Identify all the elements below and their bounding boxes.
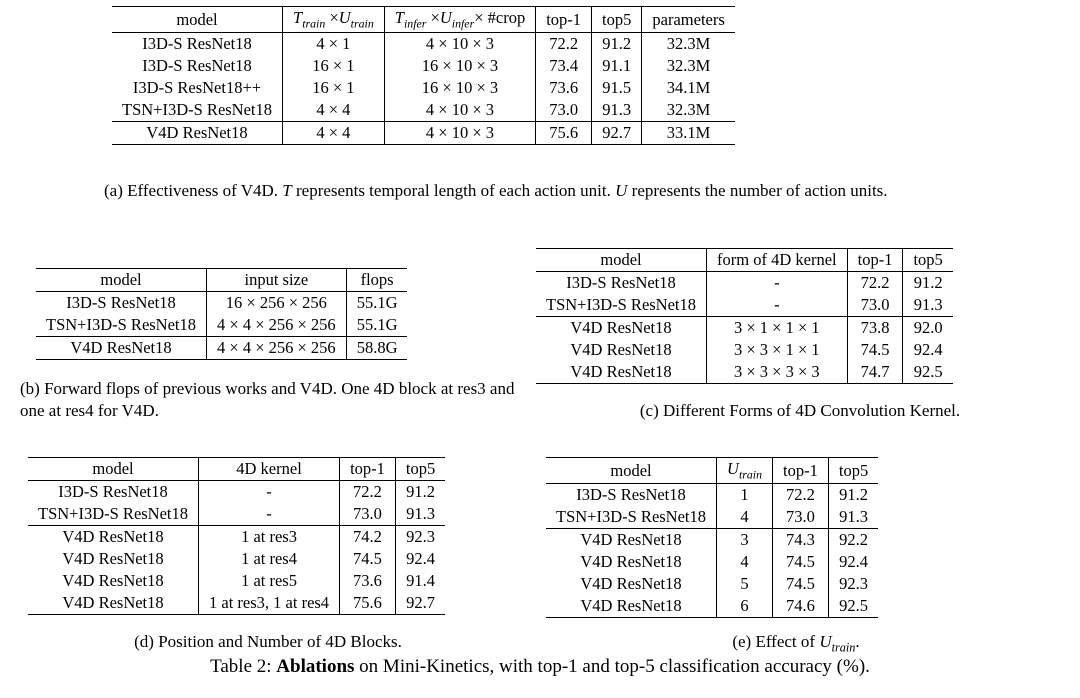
cell-infer: 4 × 10 × 3	[384, 33, 535, 56]
cell-top1: 73.0	[847, 294, 903, 317]
cell-input-size: 4 × 4 × 256 × 256	[207, 337, 347, 360]
cell-model: TSN+I3D-S ResNet18	[36, 314, 207, 337]
table-row	[546, 573, 878, 595]
table-b-container	[36, 268, 407, 360]
cell-model: I3D-S ResNet18	[142, 34, 252, 54]
cell-model: TSN+I3D-S ResNet18	[546, 506, 717, 529]
cell-model: I3D-S ResNet18	[58, 482, 168, 501]
column-header: model	[546, 458, 717, 484]
cell-utrain: 5	[717, 573, 773, 595]
cell-top5: 91.2	[592, 33, 642, 56]
cell-infer: 16 × 10 × 3	[384, 55, 535, 77]
cell-kernel: 3 × 3 × 1 × 1	[707, 339, 848, 361]
cell-top1: 74.5	[773, 551, 829, 573]
caption-b: (b) Forward flops of previous works and V4D. One 4D block at res3 and one at res4 for V4D.	[20, 379, 515, 420]
table-row	[536, 249, 953, 272]
cell-model: V4D ResNet18	[112, 122, 283, 145]
table-row	[112, 122, 735, 145]
column-header: top-1	[340, 458, 396, 481]
cell-top1: 73.6	[536, 77, 592, 99]
column-header: model	[36, 269, 207, 292]
table-e-container	[546, 457, 878, 618]
cell-model: V4D ResNet18	[36, 337, 207, 360]
cell-model: V4D ResNet18	[580, 552, 682, 572]
column-header: $T_{infer} \times U_{infer}\times$ #crop	[384, 7, 535, 33]
table-row	[36, 337, 407, 360]
table-row	[112, 99, 735, 122]
column-header: input size	[207, 269, 347, 292]
cell-top1: 74.5	[773, 573, 829, 595]
cell-train: 16 × 1	[283, 55, 385, 77]
cell-top5: 92.3	[395, 526, 445, 549]
cell-model: TSN+I3D-S ResNet18	[28, 503, 199, 526]
cell-model: V4D ResNet18	[570, 318, 672, 337]
table-row	[28, 592, 445, 615]
cell-kernel: -	[199, 503, 340, 526]
cell-model: V4D ResNet18	[546, 595, 717, 618]
cell-model: TSN+I3D-S ResNet18	[112, 99, 283, 122]
caption-rest: on Mini-Kinetics, with top-1 and top-5 classification accuracy (%).	[359, 656, 870, 677]
cell-utrain: 4	[717, 506, 773, 529]
column-header: top-1	[847, 249, 903, 272]
column-header: top-1	[773, 458, 829, 484]
cell-utrain: 4	[717, 551, 773, 573]
cell-model: V4D ResNet18	[536, 361, 707, 384]
cell-model: V4D ResNet18	[580, 574, 682, 594]
cell-top5: 91.3	[828, 506, 878, 529]
cell-top5: 92.4	[395, 548, 445, 570]
cell-top1: 72.2	[340, 481, 396, 504]
table-row	[536, 339, 953, 361]
cell-top1: 74.7	[847, 361, 903, 384]
cell-model: V4D ResNet18	[62, 571, 164, 590]
column-header: parameters	[642, 7, 735, 33]
cell-model: I3D-S ResNet18	[66, 293, 176, 312]
cell-model: I3D-S ResNet18	[142, 56, 252, 76]
cell-train: 4 × 4	[283, 122, 385, 145]
table-row	[28, 481, 445, 504]
table-row	[36, 269, 407, 292]
cell-top5: 92.2	[828, 529, 878, 552]
table-main-caption	[40, 655, 1040, 679]
table-row	[28, 548, 445, 570]
cell-top5: 91.2	[395, 481, 445, 504]
table-row	[112, 7, 735, 33]
cell-top1: 75.6	[340, 592, 396, 615]
table-b	[36, 268, 407, 360]
table-number: Table 2:	[210, 656, 272, 677]
table-row	[112, 33, 735, 56]
table-row	[546, 484, 878, 507]
table-row	[546, 529, 878, 552]
table-row	[28, 526, 445, 549]
cell-kernel: 3 × 3 × 3 × 3	[707, 361, 848, 384]
cell-top5: 91.1	[592, 55, 642, 77]
column-header: model	[112, 7, 283, 33]
cell-top1: 74.5	[340, 548, 396, 570]
caption-emphasis: Ablations	[276, 656, 355, 677]
cell-top5: 92.7	[395, 592, 445, 615]
cell-kernel: -	[707, 294, 848, 317]
table-row	[536, 272, 953, 295]
cell-top1: 74.6	[773, 595, 829, 618]
cell-top1: 73.0	[536, 99, 592, 122]
cell-input-size: 16 × 256 × 256	[207, 292, 347, 315]
cell-top5: 92.4	[828, 551, 878, 573]
cell-top1: 74.5	[847, 339, 903, 361]
cell-model: I3D-S ResNet18	[576, 485, 686, 505]
column-header: model	[28, 458, 199, 481]
cell-kernel: 1 at res3	[199, 526, 340, 549]
cell-top1: 74.2	[340, 526, 396, 549]
cell-top1: 73.0	[340, 503, 396, 526]
cell-model: I3D-S ResNet18++	[132, 78, 262, 98]
cell-train: 4 × 1	[283, 33, 385, 56]
cell-flops: 55.1G	[346, 292, 407, 315]
cell-utrain: 6	[717, 595, 773, 618]
cell-infer: 4 × 10 × 3	[384, 99, 535, 122]
cell-top1: 72.2	[773, 484, 829, 507]
table-row	[546, 506, 878, 529]
column-header: top5	[828, 458, 878, 484]
cell-model: V4D ResNet18	[28, 592, 199, 615]
table-row	[546, 595, 878, 618]
table-row	[536, 294, 953, 317]
table-d-container	[28, 457, 445, 615]
cell-kernel: 1 at res3, 1 at res4	[199, 592, 340, 615]
cell-top1: 73.8	[847, 317, 903, 340]
cell-kernel: 1 at res5	[199, 570, 340, 592]
cell-model: V4D ResNet18	[570, 340, 672, 359]
cell-top5: 91.2	[828, 484, 878, 507]
cell-top5: 92.7	[592, 122, 642, 145]
cell-model: I3D-S ResNet18	[566, 273, 676, 292]
cell-top5: 92.3	[828, 573, 878, 595]
table-d	[28, 457, 445, 615]
table-row	[536, 361, 953, 384]
table-c	[536, 248, 953, 384]
column-header: flops	[346, 269, 407, 292]
table-row	[546, 551, 878, 573]
column-header: top5	[592, 7, 642, 33]
cell-utrain: 1	[717, 484, 773, 507]
cell-top5: 91.5	[592, 77, 642, 99]
table-row	[28, 458, 445, 481]
cell-kernel: 3 × 1 × 1 × 1	[707, 317, 848, 340]
cell-model: V4D ResNet18	[62, 527, 164, 546]
column-header: top5	[903, 249, 953, 272]
table-row	[28, 570, 445, 592]
column-header: $U_{train}$	[717, 458, 773, 484]
column-header: top-1	[536, 7, 592, 33]
cell-top5: 91.3	[395, 503, 445, 526]
table-a	[112, 6, 735, 145]
table-row	[28, 503, 445, 526]
cell-top5: 91.3	[903, 294, 953, 317]
cell-train: 4 × 4	[283, 99, 385, 122]
caption-e: (e) Effect of $U_{train}$.	[732, 632, 860, 655]
cell-utrain: 3	[717, 529, 773, 552]
cell-params: 33.1M	[642, 122, 735, 145]
cell-params: 32.3M	[642, 99, 735, 122]
cell-infer: 4 × 10 × 3	[384, 122, 535, 145]
cell-top5: 92.5	[903, 361, 953, 384]
table-row	[112, 77, 735, 99]
table-a-container	[112, 6, 735, 145]
cell-top1: 73.0	[773, 506, 829, 529]
table-row	[36, 292, 407, 315]
cell-input-size: 4 × 4 × 256 × 256	[207, 314, 347, 337]
cell-model: TSN+I3D-S ResNet18	[536, 294, 707, 317]
column-header: $T_{train} \times U_{train}$	[283, 7, 385, 33]
cell-top5: 92.0	[903, 317, 953, 340]
table-e	[546, 457, 878, 618]
caption-a: (a) Effectiveness of V4D. T represents temporal length of each action unit. U represents the number of action units.	[104, 181, 888, 200]
cell-params: 32.3M	[642, 33, 735, 56]
table-c-container	[536, 248, 953, 384]
cell-top5: 91.2	[903, 272, 953, 295]
cell-top5: 91.4	[395, 570, 445, 592]
cell-flops: 58.8G	[346, 337, 407, 360]
cell-train: 16 × 1	[283, 77, 385, 99]
table-row	[36, 314, 407, 337]
column-header: 4D kernel	[199, 458, 340, 481]
cell-top1: 75.6	[536, 122, 592, 145]
cell-top5: 92.5	[828, 595, 878, 618]
table-row	[536, 317, 953, 340]
cell-top1: 74.3	[773, 529, 829, 552]
cell-kernel: -	[199, 481, 340, 504]
caption-d: (d) Position and Number of 4D Blocks.	[134, 632, 402, 651]
cell-model: V4D ResNet18	[580, 530, 682, 550]
column-header: model	[536, 249, 707, 272]
column-header: form of 4D kernel	[707, 249, 848, 272]
cell-top5: 91.3	[592, 99, 642, 122]
cell-kernel: 1 at res4	[199, 548, 340, 570]
table-row	[112, 55, 735, 77]
cell-params: 32.3M	[642, 55, 735, 77]
cell-infer: 16 × 10 × 3	[384, 77, 535, 99]
cell-model: V4D ResNet18	[62, 549, 164, 568]
cell-top1: 72.2	[847, 272, 903, 295]
column-header: top5	[395, 458, 445, 481]
caption-c: (c) Different Forms of 4D Convolution Kernel.	[639, 401, 961, 420]
cell-flops: 55.1G	[346, 314, 407, 337]
cell-params: 34.1M	[642, 77, 735, 99]
table-row	[546, 458, 878, 484]
cell-kernel: -	[707, 272, 848, 295]
cell-top1: 73.4	[536, 55, 592, 77]
cell-top5: 92.4	[903, 339, 953, 361]
cell-top1: 73.6	[340, 570, 396, 592]
cell-top1: 72.2	[536, 33, 592, 56]
